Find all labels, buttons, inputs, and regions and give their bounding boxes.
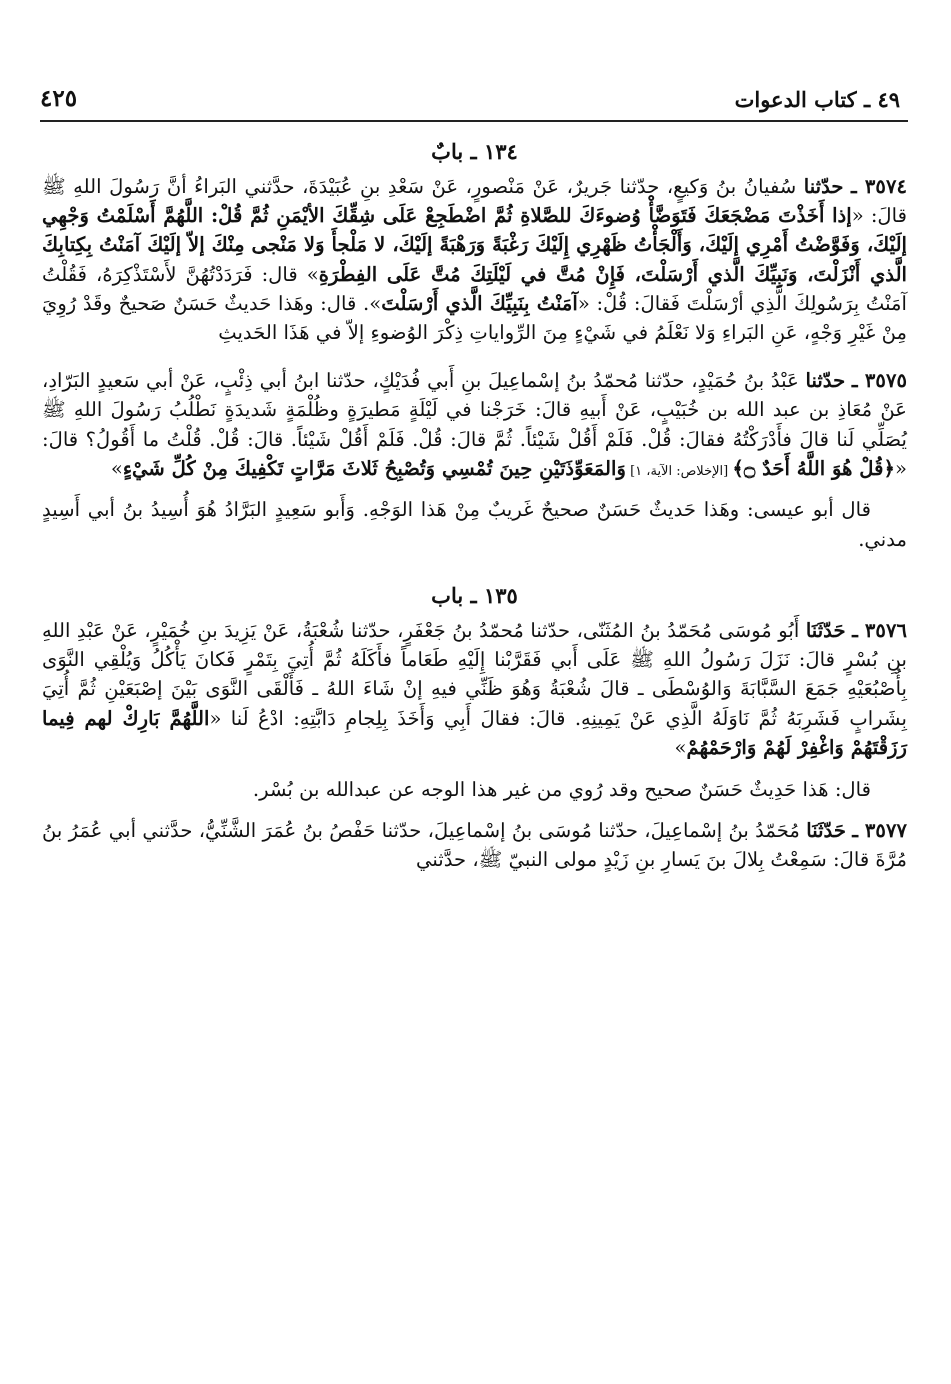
hadith-bold-text: اللَّهُمَّ بَارِكْ لهم فِيما رَزَقْتَهُمْ وَاغْفِرْ لَهُمْ وَارْحَمْهُمْ: [42, 706, 907, 760]
hadith-number: ٣٥٧٧ ـ: [852, 819, 908, 843]
section-title: ١٣٤ ـ بابٌ: [431, 139, 518, 164]
hadith-remark: قال: هَذا حَدِيثٌ حَسَنٌ صحيح وقد رُوي من غير هذا الوجه عن عبدالله بن بُسْر.: [252, 777, 871, 801]
hadith-text: عَبْدُ بنُ حُمَيْدٍ، حدّثنا مُحمّدُ بنُ إسْماعِيلَ بنِ أَبي فُدَيْكٍ، حدّثنا ابنُ أبي ذِئْبٍ، عَنْ أبي سَعيدٍ البَرّادِ، عَنْ مُعَاذِ بن عبد الله بن خُبَيْبٍ، عَنْ أَبيهِ قالَ: خَرَجْنا في لَيْلَةٍ مَطيرَةٍ وظُلْمَةٍ شَديدَةٍ نَطْلُبُ رَسُولَ اللهِ ﷺ يُصَلِّي لَنا قالَ فأَدْرَكْتُهُ فقالَ: قُلْ. فَلَمْ أَقُلْ شَيْئاً. ثُمَّ قالَ: قُلْ. فَلَمْ أَقُلْ شَيْئاً. قالَ: قُلْ. قُلْتُ ما أَقُولُ؟ قالَ: «: [42, 368, 907, 481]
hadith-number: ٣٥٧٥ ـ: [851, 368, 908, 392]
hadith-paragraph: [42, 366, 907, 484]
quran-verse: ﴿قُلْ هُوَ اللَّهُ أَحَدٌ ۝﴾: [732, 457, 895, 481]
hadith-text: ». قال: وهَذا حَديثٌ حَسَنٌ صَحيحٌ وقَدْ رُوِيَ مِنْ غَيْرِ وَجْهٍ، عَنِ البَراءِ وَلا نَعْلَمُ في شَيْءٍ مِنَ الرِّواياتِ ذِكْرَ الوُضوءِ إلاّ في هَذَا الحَديثِ: [42, 292, 907, 345]
page-number: ٤٢٥: [40, 85, 78, 112]
hadith-paragraph: [42, 816, 907, 875]
hadith-text: » قال: فَرَدَدْتُهُنَّ لأَسْتَذْكِرَهُ، فَقُلْتُ آمَنْتُ بِرَسُولِكَ الَّذِي أرْسَلْتَ فَقالَ: قُلْ: «: [42, 262, 907, 316]
section-title: ١٣٥ ـ باب: [431, 583, 518, 609]
hadith-lead: حَدّثَنَا: [806, 819, 846, 843]
verse-reference: [الإخلاص: الآية، ١]: [625, 464, 733, 480]
hadith-text: أَبُو مُوسَى مُحَمّدُ بنُ المُثَنّى، حدّثنا مُحمّدُ بنُ جَعْفَرٍ، حدّثنا شُعْبَةُ، عَنْ يَزِيدَ بنِ خُمَيْرٍ، عَنْ عَبْدِ اللهِ بنِ بُسْرٍ قالَ: نَزَلَ رَسُولُ اللهِ ﷺ عَلَى أَبي فَقَرَّبْنا إِلَيْهِ طَعَاماً فأَكَلَهُ ثُمَّ أُتِيَ بِتَمْرٍ فَكانَ يَأْكُلُ وَيُلْقِي النَّوَى بِأُصْبُعَيْهِ جَمَعَ السَّبَّابَةَ وَالوُسْطَى ـ قالَ شُعْبَةُ وَهُوَ ظَنِّي فيهِ إنْ شَاءَ اللهُ ـ فَأَلْقَى النَّوَى بَيْنَ إصْبَعَيْنِ ثُمَّ أُتِيَ بِشَرابٍ فَشَرِبَهُ ثُمَّ نَاوَلَهُ الَّذِي عَنْ يَمِينِهِ. قالَ: فقالَ أَبِي وَأَخَذَ بِلِجامِ دَابَّتِهِ: ادْعُ لَنا «: [42, 618, 907, 730]
hadith-bold-text: إذا أَخَذْتَ مَضْجَعَكَ فَتَوَضَّأْ وُضوءَكَ للصَّلاةِ ثُمَّ اضْطَجِعْ عَلَى شِقِّكَ الأيْمَنِ ثُمَّ قُلْ: اللَّهُمَّ أَسْلَمْتُ وَجْهِي إلَيْكَ، وَفَوَّضْتُ أَمْرِي إلَيْكَ، وَأَلْجَأْتُ ظَهْرِي إِلَيْكَ رَغْبَةً وَرَهْبَةً إلَيْكَ، لا مَلْجأَ وَلا مَنْجى مِنْكَ إلاّ إلَيْكَ آمَنْتُ بِكِتابِكَ الَّذي أَنْزَلْتَ، وَنَبِيِّكَ الَّذي أَرْسَلْتَ، فَإِنْ مُتَّ في لَيْلَتِكَ مُتَّ عَلَى الفِطْرَةِ: [42, 203, 907, 286]
page-header: [40, 66, 900, 112]
hadith-paragraph: [42, 172, 907, 348]
chapter-title: ٤٩ ـ كتاب الدعوات: [734, 87, 900, 112]
hadith-lead: حدّثنا: [805, 368, 846, 392]
hadith-bold-text: آمَنْتُ بِنَبِيِّكَ الَّذي أَرْسَلْتَ: [381, 292, 578, 316]
hadith-number: ٣٥٧٦ ـ: [852, 618, 908, 642]
hadith-text: مُحَمّدُ بنُ إسْماعِيلَ، حدّثنا مُوسَى بنُ إسْماعِيلَ، حدّثنا حَفْصُ بنُ عُمَرَ الشَّنِّيُّ، حدَّثني أبي عُمَرُ بنُ مُرَّةَ قالَ: سَمِعْتُ بِلالَ بنَ يَسارِ بنِ زَيْدٍ مولى النبيّ ﷺ، حدَّثني: [42, 819, 907, 872]
header-divider: [40, 120, 908, 122]
hadith-text: »: [674, 736, 687, 760]
hadith-remark: قال أبو عيسى: وهَذا حَديثٌ حَسَنٌ صحيحٌ غَريبٌ مِنْ هَذا الوَجْهِ. وَأَبو سَعِيدٍ البَرَّادُ هُوَ أُسِيدُ بنُ أبي أَسِيدٍ مدني.: [42, 498, 907, 551]
hadith-lead: حدّثنا: [803, 174, 844, 198]
hadith-lead: حَدّثَنَا: [805, 618, 846, 642]
hadith-paragraph: [42, 616, 907, 763]
page-body: [42, 136, 907, 875]
hadith-bold-text: وَالمَعَوِّذَتَيْنِ حِينَ تُمْسِي وَتُصْبِحُ ثَلاثَ مَرَّاتٍ تَكْفِيكَ مِنْ كُلِّ شَيْءٍ: [122, 457, 626, 481]
hadith-number: ٣٥٧٤ ـ: [851, 174, 907, 198]
hadith-text: »: [110, 457, 123, 481]
hadith-text: سُفيانُ بنُ وَكيعٍ، حدّثنا جَريرٌ، عَنْ مَنْصورٍ، عَنْ سَعْدِ بنِ عُبَيْدَةَ، حدَّثني البَراءُ أنَّ رَسُولَ اللهِ ﷺ قالَ: «: [42, 174, 908, 227]
